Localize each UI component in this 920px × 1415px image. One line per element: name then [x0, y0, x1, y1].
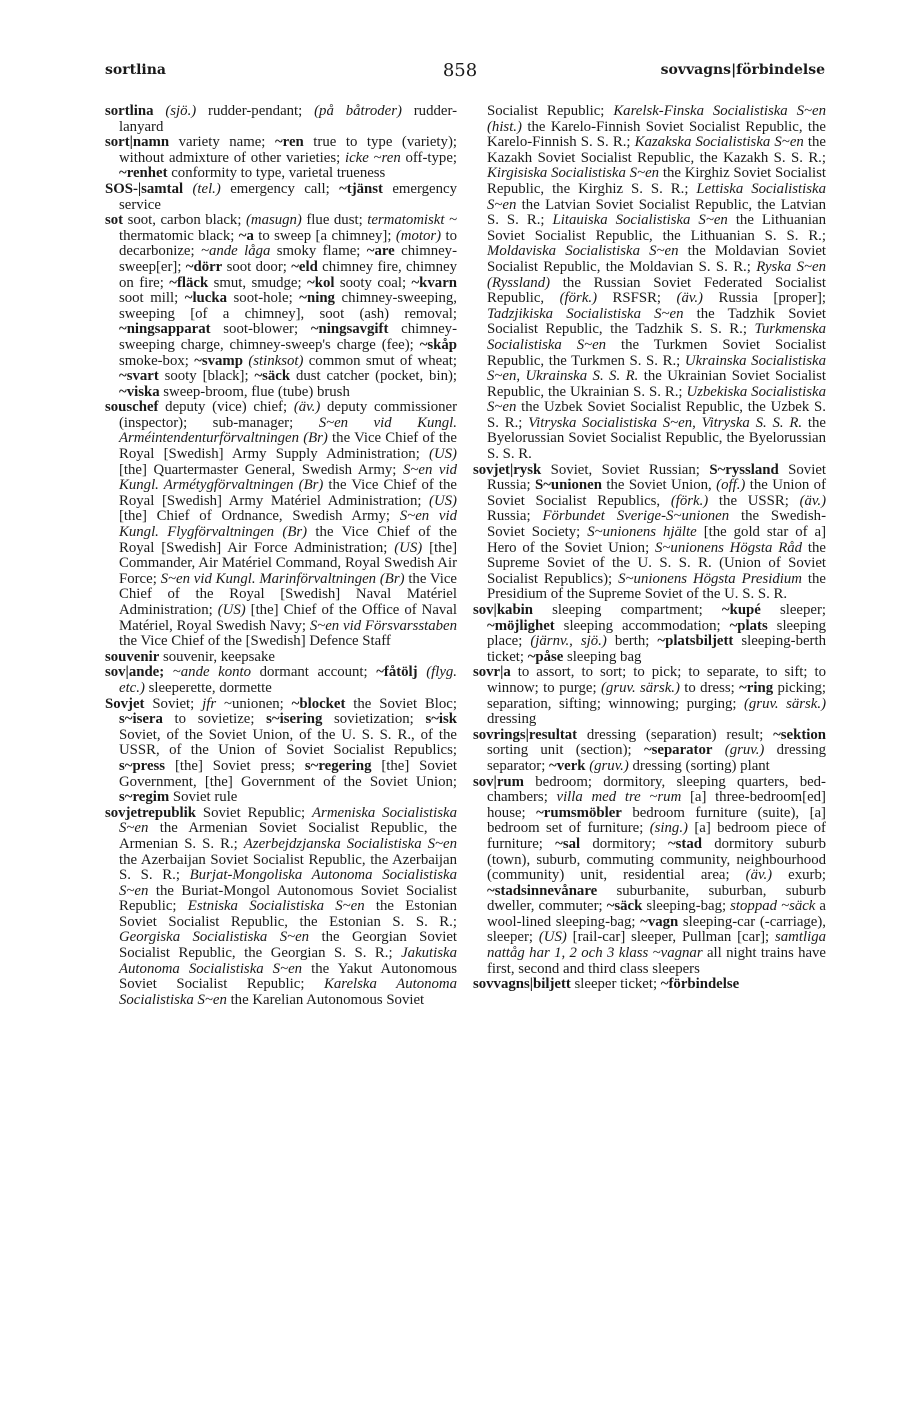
- italic-text: S~en vid Kungl. Flygförvaltningen (Br): [119, 508, 457, 541]
- definition-text: Soviet Republic;: [196, 804, 313, 821]
- definition-text: soot-hole;: [226, 290, 300, 307]
- italic-text: Litauiska Socialistiska S~en: [552, 212, 728, 229]
- definition-text: dressing (separation) result;: [577, 726, 774, 743]
- subentry: ~påse: [527, 648, 564, 665]
- definition-text: [418, 664, 427, 680]
- subentry: ~säck: [254, 368, 291, 385]
- definition-text: the Russian Soviet Federated Socialist Republic,: [487, 274, 826, 307]
- italic-text: S~unionens Högsta Råd: [655, 539, 803, 556]
- italic-text: (äv.): [745, 867, 773, 884]
- definition-text: soot mill;: [119, 290, 185, 307]
- headword: sovrings|resultat: [473, 726, 578, 743]
- definition-text: [the] Quartermaster General, Swedish Army;: [119, 461, 403, 478]
- italic-text: (sing.): [649, 820, 688, 837]
- right-column: [473, 104, 826, 993]
- headword: sov|rum: [473, 773, 524, 790]
- definition-text: [the] Chief of the Office of Naval Matériel, Royal Swedish Navy;: [119, 602, 457, 634]
- definition-text: Soviet Russia;: [487, 461, 826, 494]
- definition-text: chimney-sweeping, sweeping [of a chimney], soot (ash) removal;: [119, 290, 457, 322]
- headword: souvenir: [105, 648, 160, 665]
- definition-text: to decarbonize;: [119, 227, 457, 260]
- definition-text: variety name;: [169, 134, 275, 151]
- definition-text: [154, 103, 166, 119]
- running-head-right: sovvagns|förbindelse: [660, 62, 825, 78]
- definition-text: emergency service: [119, 180, 457, 213]
- headword: Sovjet: [105, 695, 145, 712]
- subentry: ~verk: [549, 757, 586, 774]
- italic-text: (på båtroder): [314, 103, 402, 119]
- dictionary-entry: [473, 463, 826, 603]
- definition-text: the Ukrainian Soviet Socialist Republic, the Ukrainian S. S. R.;: [487, 368, 826, 400]
- subentry: ~skåp: [419, 336, 457, 353]
- definition-text: [the] Chief of Ordnance, Swedish Army;: [119, 508, 400, 525]
- subentry: ~förbindelse: [660, 976, 740, 993]
- subentry: ~kupé: [721, 602, 761, 618]
- italic-text: (motor): [395, 227, 442, 244]
- dictionary-entry: [473, 603, 826, 665]
- definition-text: sleeper;: [760, 602, 826, 618]
- subentry: ~rumsmöbler: [536, 804, 622, 821]
- subentry: ~eld: [291, 258, 318, 275]
- page-number: 858: [442, 60, 478, 81]
- definition-text: the Union of Soviet Socialist Republics,: [487, 477, 826, 509]
- definition-text: the Kirghiz Soviet Socialist Republic, the Kirghiz S. S. R.;: [487, 165, 826, 197]
- definition-text: soot, carbon black;: [123, 212, 246, 229]
- italic-text: (stinksot): [248, 352, 304, 369]
- definition-text: Soviet, Soviet Russian;: [541, 461, 710, 478]
- definition-text: true to type (variety); without admixture of other varieties;: [119, 134, 457, 166]
- definition-text: [the] Soviet Government, [the] Government of the Soviet Union;: [119, 757, 457, 790]
- subentry: ~möjlighet: [487, 617, 555, 634]
- italic-text: (äv.): [799, 492, 826, 509]
- subentry: ~sektion: [773, 726, 826, 743]
- italic-text: jfr: [202, 695, 217, 712]
- definition-text: [the] Commander, Air Matériel Command, Royal Swedish Air Force;: [119, 539, 457, 587]
- dictionary-entry: [105, 400, 457, 650]
- italic-text: Moldaviska Socialistiska S~en: [487, 243, 679, 260]
- italic-text: Estniska Socialistiska S~en: [187, 898, 365, 915]
- italic-text: (förk.): [559, 290, 598, 307]
- subentry: ~ring: [739, 679, 774, 696]
- subentry: ~ningsapparat: [119, 321, 211, 338]
- definition-text: soot-blower;: [210, 321, 311, 338]
- definition-text: the Karelian Autonomous Soviet: [226, 991, 425, 1008]
- definition-text: dressing separator;: [487, 742, 826, 774]
- italic-text: (gruv. särsk.): [601, 679, 680, 696]
- definition-text: the Azerbaijan Soviet Socialist Republic, the Azerbaijan S. S. R.;: [119, 851, 457, 884]
- definition-text: the Kazakh Soviet Socialist Republic, the Kazakh S. S. R.;: [487, 134, 826, 166]
- definition-text: sleeping bag: [563, 648, 642, 665]
- definition-text: sleeping place;: [487, 617, 826, 650]
- headword: sot: [105, 212, 124, 229]
- subentry: ~stad: [667, 835, 702, 852]
- dictionary-entry: [105, 665, 457, 696]
- subentry: ~ren: [274, 134, 304, 151]
- subentry: ~blocket: [291, 695, 346, 712]
- italic-text: ~ande låga: [200, 243, 271, 260]
- definition-text: [a] three-bedroom[ed] house;: [487, 789, 826, 821]
- subentry: S~ryssland: [709, 461, 779, 478]
- definition-text: Soviet rule: [169, 789, 238, 806]
- italic-text: (flyg. etc.): [119, 664, 458, 696]
- definition-text: the Uzbek Soviet Socialist Republic, the Uzbek S. S. R.;: [487, 399, 826, 431]
- headword: sortlina: [105, 103, 154, 119]
- definition-text: ~unionen;: [216, 695, 292, 712]
- definition-text: the USSR;: [708, 492, 800, 509]
- dictionary-entry: [473, 104, 826, 463]
- definition-text: dust catcher (pocket, bin);: [290, 368, 457, 385]
- definition-text: sooty [black];: [158, 368, 255, 385]
- definition-text: [the] Soviet press;: [165, 757, 305, 774]
- definition-text: chimney fire, chimney on fire;: [119, 258, 458, 291]
- definition-text: the Vice Chief of the Royal [Swedish] Army Supply Administration;: [119, 430, 457, 463]
- definition-text: the Byelorussian Soviet Socialist Republic, the Byelorussian S. S. R.: [487, 414, 826, 463]
- italic-text: Karelska Autonoma Socialistiska S~en: [119, 976, 457, 1008]
- definition-text: Russia;: [487, 508, 543, 525]
- definition-text: the Soviet Bloc;: [345, 695, 457, 712]
- italic-text: (US): [394, 539, 423, 556]
- definition-text: sleeping accommodation;: [554, 617, 730, 634]
- italic-text: (gruv. särsk.): [743, 695, 826, 712]
- dictionary-entry: [105, 650, 457, 666]
- subentry: ~sal: [555, 835, 581, 852]
- definition-text: smoke-box;: [119, 352, 195, 369]
- definition-text: smut, smudge;: [208, 274, 308, 291]
- definition-text: sleeperette, dormette: [144, 679, 272, 696]
- definition-text: deputy commissioner (inspector); sub-manager;: [119, 399, 457, 431]
- definition-text: RSFSR;: [597, 290, 677, 307]
- page-header: [0, 62, 920, 86]
- italic-text: icke ~ren: [344, 149, 401, 166]
- dictionary-entry: [105, 806, 457, 1009]
- definition-text: rudder-lanyard: [119, 103, 457, 135]
- subentry: ~viska: [119, 383, 160, 400]
- italic-text: Tadzjikiska Socialistiska S~en: [487, 305, 684, 322]
- subentry: s~isering: [266, 711, 323, 728]
- definition-text: the Tadzhik Soviet Socialist Republic, the Tadzhik S. S. R.;: [487, 305, 827, 338]
- italic-text: (US): [429, 446, 457, 463]
- italic-text: ~ande konto: [172, 664, 251, 681]
- definition-text: the Armenian Soviet Socialist Republic, the Armenian S. S. R.;: [119, 820, 457, 852]
- italic-text: (masugn): [245, 212, 302, 229]
- dictionary-entry: [105, 213, 457, 400]
- subentry: ~säck: [606, 898, 643, 915]
- subentry: ~fläck: [169, 274, 209, 291]
- headword: sovjetrepublik: [105, 804, 196, 821]
- headword: sov|kabin: [473, 602, 534, 618]
- subentry: ~lucka: [184, 290, 227, 307]
- subentry: ~stadsinnevånare: [487, 882, 598, 899]
- definition-text: sweep-broom, flue (tube) brush: [159, 383, 350, 400]
- definition-text: sovietization;: [322, 711, 426, 728]
- definition-text: the Presidium of the Supreme Soviet of the U. S. S. R.: [487, 570, 827, 603]
- italic-text: Azerbejdzjanska Socialistiska S~en: [243, 835, 458, 852]
- subentry: ~a: [238, 227, 254, 244]
- definition-text: sleeping compartment;: [533, 602, 722, 618]
- definition-text: suburbanite, suburban, suburb dweller, commuter;: [487, 882, 826, 915]
- italic-text: (off.): [716, 477, 746, 494]
- definition-text: a wool-lined sleeping-bag;: [487, 898, 826, 930]
- subentry: ~plats: [729, 617, 768, 634]
- running-head-left: sortlina: [105, 62, 166, 78]
- definition-text: dormitory;: [580, 835, 668, 852]
- definition-text: the Georgian Soviet Socialist Republic, the Georgian S. S. R.;: [119, 929, 457, 962]
- italic-text: Ryska S~en (Ryssland): [487, 258, 826, 291]
- definition-text: dressing (sorting) plant: [628, 757, 770, 774]
- definition-text: the Soviet Union,: [601, 477, 717, 494]
- definition-text: bedroom furniture (suite), [a] bedroom set of furniture;: [487, 804, 826, 837]
- definition-text: souvenir, keepsake: [159, 648, 275, 665]
- definition-text: [a] bedroom piece of furniture;: [487, 820, 826, 852]
- dictionary-entry: [473, 775, 826, 978]
- italic-text: (tel.): [192, 180, 221, 197]
- subentry: ~dörr: [185, 258, 223, 275]
- subentry: ~vagn: [640, 913, 679, 930]
- definition-text: [164, 664, 173, 680]
- italic-text: (sjö.): [165, 103, 197, 119]
- italic-text: Kazakska Socialistiska S~en: [634, 134, 804, 151]
- definition-text: to assort, to sort; to pick; to separate, to sift; to winnow; to purge;: [487, 664, 826, 696]
- subentry: ~kol: [307, 274, 335, 291]
- definition-text: the Turkmen Soviet Socialist Republic, the Turkmen S. S. R.;: [487, 336, 826, 369]
- headword: SOS-|samtal: [105, 180, 184, 197]
- definition-text: the Vice Chief of the Royal [Swedish] Naval Matériel Administration;: [119, 570, 457, 618]
- dictionary-entry: [105, 182, 457, 213]
- italic-text: (gruv.): [724, 742, 765, 759]
- dictionary-entry: [105, 697, 457, 806]
- definition-text: flue dust;: [301, 212, 368, 229]
- definition-text: the Vice Chief of the Royal [Swedish] Army Matériel Administration;: [119, 477, 457, 509]
- subentry: s~isera: [119, 711, 163, 728]
- subentry: ~ningsavgift: [310, 321, 389, 338]
- dictionary-entry: [105, 104, 457, 135]
- italic-text: Förbundet Sverige-S~unionen: [542, 508, 730, 525]
- definition-text: Soviet, of the Soviet Union, of the U. S. S. R., of the USSR, of the Union of Soviet Socialist Republics;: [119, 726, 457, 759]
- italic-text: Lettiska Socialistiska S~en: [487, 180, 826, 213]
- italic-text: (äv.): [676, 290, 703, 307]
- italic-text: Vitryska Socialistiska S~en, Vitryska S. S. R.: [528, 414, 803, 431]
- definition-text: [rail-car] sleeper, Pullman [car];: [566, 929, 776, 946]
- italic-text: Georgiska Socialistiska S~en: [119, 929, 310, 946]
- italic-text: (gruv.): [589, 757, 629, 774]
- italic-text: S~en vid Kungl. Marinförvaltningen (Br): [160, 570, 405, 587]
- definition-text: the Supreme Soviet of the U. S. S. R. (Union of Soviet Socialist Republics);: [487, 539, 826, 587]
- subentry: ~svart: [119, 368, 159, 385]
- definition-text: exurb;: [772, 867, 826, 884]
- definition-text: thermatomic black;: [119, 227, 239, 244]
- italic-text: S~unionens hjälte: [587, 524, 697, 541]
- headword: sort|namn: [105, 134, 170, 151]
- definition-text: the Estonian Soviet Socialist Republic, the Estonian S. S. R.;: [119, 898, 457, 930]
- subentry: s~regering: [304, 757, 372, 774]
- subentry: s~isk: [425, 711, 458, 728]
- definition-text: Socialist Republic;: [487, 103, 614, 119]
- definition-text: picking; separation, sifting; winnowing; purging;: [487, 679, 826, 712]
- dictionary-entry: [473, 665, 826, 727]
- definition-text: the Vice Chief of the Royal [Swedish] Air Force Administration;: [119, 524, 457, 556]
- italic-text: (US): [429, 492, 457, 509]
- subentry: ~platsbiljett: [657, 633, 734, 650]
- definition-text: the Karelo-Finnish Soviet Socialist Republic, the Karelo-Finnish S. S. R.;: [487, 118, 826, 151]
- italic-text: samtliga nattåg har 1, 2 och 3 klass ~vagnar: [487, 929, 826, 962]
- definition-text: the Buriat-Mongol Autonomous Soviet Socialist Republic;: [119, 882, 457, 915]
- italic-text: villa med tre ~rum: [556, 789, 682, 806]
- subentry: ~are: [366, 243, 395, 260]
- definition-text: the Vice Chief of the [Swedish] Defence Staff: [119, 633, 391, 650]
- italic-text: Karelsk-Finska Socialistiska S~en (hist.): [487, 103, 826, 135]
- definition-text: [the gold star of a] Hero of the Soviet Union;: [487, 524, 827, 556]
- definition-text: sooty coal;: [334, 274, 412, 291]
- definition-text: the Lithuanian Soviet Socialist Republic, the Lithuanian S. S. R.;: [487, 212, 826, 244]
- definition-text: dormant account;: [251, 664, 377, 681]
- italic-text: (äv.): [293, 399, 321, 416]
- definition-text: sleeper ticket;: [570, 976, 661, 993]
- italic-text: Burjat-Mongoliska Autonoma Socialistiska S~en: [119, 867, 458, 899]
- definition-text: berth;: [606, 633, 658, 650]
- italic-text: S~en vid Kungl. Armétygförvaltningen (Br): [119, 461, 457, 494]
- italic-text: (US): [217, 602, 246, 618]
- definition-text: deputy (vice) chief;: [158, 399, 294, 416]
- subentry: s~press: [119, 757, 166, 774]
- definition-text: the Swedish-Soviet Society;: [487, 508, 826, 541]
- italic-text: Kirgisiska Socialistiska S~en: [487, 165, 660, 182]
- definition-text: to dress;: [679, 679, 740, 696]
- definition-text: rudder-pendant;: [196, 103, 315, 119]
- definition-text: sleeping-car (-carriage), sleeper;: [487, 913, 826, 946]
- definition-text: dormitory suburb (town), suburb, commuting community, neighbourhood (community) unit, residential area;: [487, 835, 826, 884]
- definition-text: Soviet;: [144, 695, 203, 712]
- definition-text: sleeping-bag;: [642, 898, 731, 915]
- subentry: ~ning: [299, 290, 335, 307]
- definition-text: emergency call;: [220, 180, 340, 197]
- definition-text: [712, 742, 724, 758]
- subentry: ~renhet: [119, 165, 168, 182]
- italic-text: stoppad ~säck: [730, 898, 816, 915]
- headword: sovjet|rysk: [473, 461, 542, 478]
- definition-text: sorting unit (section);: [487, 742, 644, 759]
- italic-text: S~unionens Högsta Presidium: [618, 570, 802, 587]
- italic-text: Armeniska Socialistiska S~en: [119, 804, 457, 837]
- definition-text: sleeping-berth ticket;: [487, 633, 826, 665]
- definition-text: bedroom; dormitory, sleeping quarters, bed-chambers;: [487, 773, 826, 806]
- italic-text: Ukrainska Socialistiska S~en, Ukrainska S. S. R.: [487, 352, 826, 385]
- italic-text: Jakutiska Autonoma Socialistiska S~en: [119, 945, 457, 977]
- dictionary-entry: [473, 728, 826, 775]
- subentry: ~kvarn: [411, 274, 458, 291]
- subentry: ~tjänst: [339, 180, 383, 197]
- subentry: s~regim: [119, 789, 170, 806]
- definition-text: the Latvian Soviet Socialist Republic, the Latvian S. S. R.;: [487, 196, 826, 229]
- definition-text: chimney-sweep[er];: [119, 243, 457, 275]
- italic-text: (US): [538, 929, 567, 946]
- subentry: S~unionen: [535, 477, 602, 494]
- definition-text: the Yakut Autonomous Soviet Socialist Republic;: [119, 960, 457, 993]
- definition-text: soot door;: [222, 258, 292, 275]
- definition-text: to sweep [a chimney];: [253, 227, 396, 244]
- subentry: ~separator: [643, 742, 713, 759]
- headword: souschef: [105, 399, 159, 416]
- subentry: ~svamp: [194, 352, 243, 369]
- subentry: ~fåtölj: [376, 664, 418, 681]
- italic-text: (förk.): [670, 492, 709, 509]
- definition-text: conformity to type, varietal trueness: [167, 165, 386, 182]
- headword: sov|ande;: [105, 664, 165, 681]
- italic-text: S~en vid Kungl. Arméintendenturförvaltningen (Br): [119, 414, 457, 447]
- italic-text: (järnv., sjö.): [530, 633, 607, 650]
- definition-text: smoky flame;: [270, 243, 367, 260]
- definition-text: to sovietize;: [162, 711, 267, 728]
- dictionary-entry: [105, 135, 457, 182]
- definition-text: Russia [proper];: [702, 290, 827, 307]
- definition-text: the Moldavian Soviet Socialist Republic, the Moldavian S. S. R.;: [487, 243, 826, 275]
- dictionary-entry: [473, 977, 826, 993]
- italic-text: Uzbekiska Socialistiska S~en: [487, 383, 826, 416]
- italic-text: termatomiskt ~: [367, 212, 457, 229]
- definition-text: chimney-sweeping charge, chimney-sweep's charge (fee);: [119, 321, 457, 353]
- definition-text: common smut of wheat;: [303, 352, 457, 369]
- left-column: [105, 104, 457, 1008]
- definition-text: off-type;: [400, 149, 457, 166]
- italic-text: S~en vid Försvarsstaben: [309, 617, 457, 634]
- headword: sovr|a: [473, 664, 511, 681]
- definition-text: dressing: [487, 711, 537, 728]
- headword: sovvagns|biljett: [473, 976, 571, 993]
- italic-text: Turkmenska Socialistiska S~en: [487, 321, 826, 353]
- definition-text: all night trains have first, second and third class sleepers: [487, 945, 827, 977]
